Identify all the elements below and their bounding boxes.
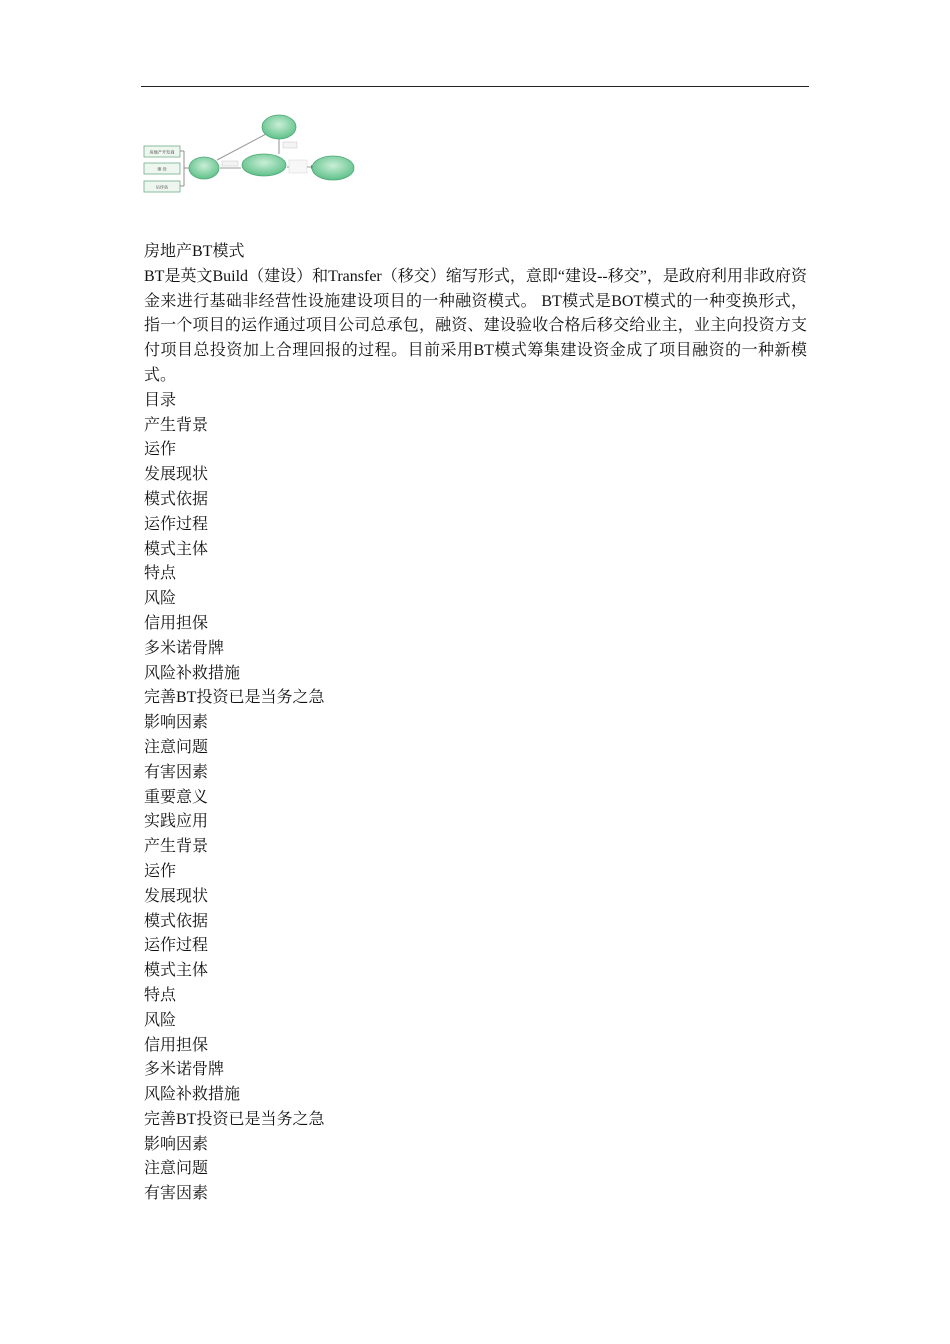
toc-item: 影响因素: [144, 1135, 209, 1153]
document-body: [144, 240, 807, 1207]
toc-item: 实践应用: [144, 813, 209, 831]
document-title: 房地产BT模式: [144, 243, 245, 260]
toc-item: 影响因素: [144, 714, 209, 732]
toc-item: 多米诺骨牌: [144, 1061, 225, 1079]
bt-flow-diagram: [141, 110, 361, 200]
toc-item: 注意问题: [144, 738, 209, 756]
header-rule: [141, 86, 809, 87]
toc-item: 特点: [144, 565, 177, 583]
toc-item: 风险: [144, 590, 177, 608]
toc-item: 模式依据: [144, 490, 209, 508]
toc-item: 风险: [144, 1011, 177, 1029]
toc-item: 发展现状: [144, 887, 209, 905]
toc-list: [144, 414, 807, 1208]
toc-item: 信用担保: [144, 1036, 209, 1054]
toc-item: 风险补救措施: [144, 664, 241, 682]
toc-item: 运作: [144, 862, 177, 880]
diagram-box-construction-label: 建 设: [157, 166, 167, 172]
diagram-node-investor: [189, 157, 219, 179]
toc-item: 完善BT投资已是当务之急: [144, 689, 325, 707]
diagram-node-government: [262, 115, 296, 139]
toc-item: 有害因素: [144, 763, 209, 781]
toc-item: 风险补救措施: [144, 1086, 241, 1104]
diagram-node-project-company: [242, 154, 286, 176]
toc-heading: 目录: [144, 391, 177, 409]
toc-item: 发展现状: [144, 466, 209, 484]
toc-item: 运作: [144, 441, 177, 459]
toc-item: 模式依据: [144, 912, 209, 930]
toc-item: 有害因素: [144, 1185, 209, 1203]
toc-item: 产生背景: [144, 416, 209, 434]
toc-item: 产生背景: [144, 838, 209, 856]
toc-item: 运作过程: [144, 515, 209, 533]
toc-item: 重要意义: [144, 788, 209, 806]
toc-item: 注意问题: [144, 1160, 209, 1178]
toc-item: 模式主体: [144, 540, 209, 558]
toc-item: 运作过程: [144, 937, 209, 955]
toc-item: 多米诺骨牌: [144, 639, 225, 657]
intro-paragraph: BT是英文Build（建设）和Transfer（移交）缩写形式，意即“建设--移交”，是政府利用非政府资金来进行基础非经营性设施建设项目的一种融资模式。 BT模式是BOT模式的一种变换形式，指一个项目的运作通过项目公司总承包，融资、建设验收合格后移交给业主，业主向投资方支付项目总投资加上合理回报的过程。目前采用BT模式筹集建设资金成了项目融资的一种新模式。: [144, 267, 807, 384]
toc-item: 信用担保: [144, 614, 209, 632]
toc-item: 完善BT投资已是当务之急: [144, 1110, 325, 1128]
diagram-box-developer-label: 房地产开发商: [149, 149, 175, 155]
toc-item: 特点: [144, 986, 177, 1004]
toc-item: 模式主体: [144, 962, 209, 980]
diagram-node-property: [312, 156, 354, 180]
diagram-box-evaluation-label: 后评估: [155, 184, 169, 190]
